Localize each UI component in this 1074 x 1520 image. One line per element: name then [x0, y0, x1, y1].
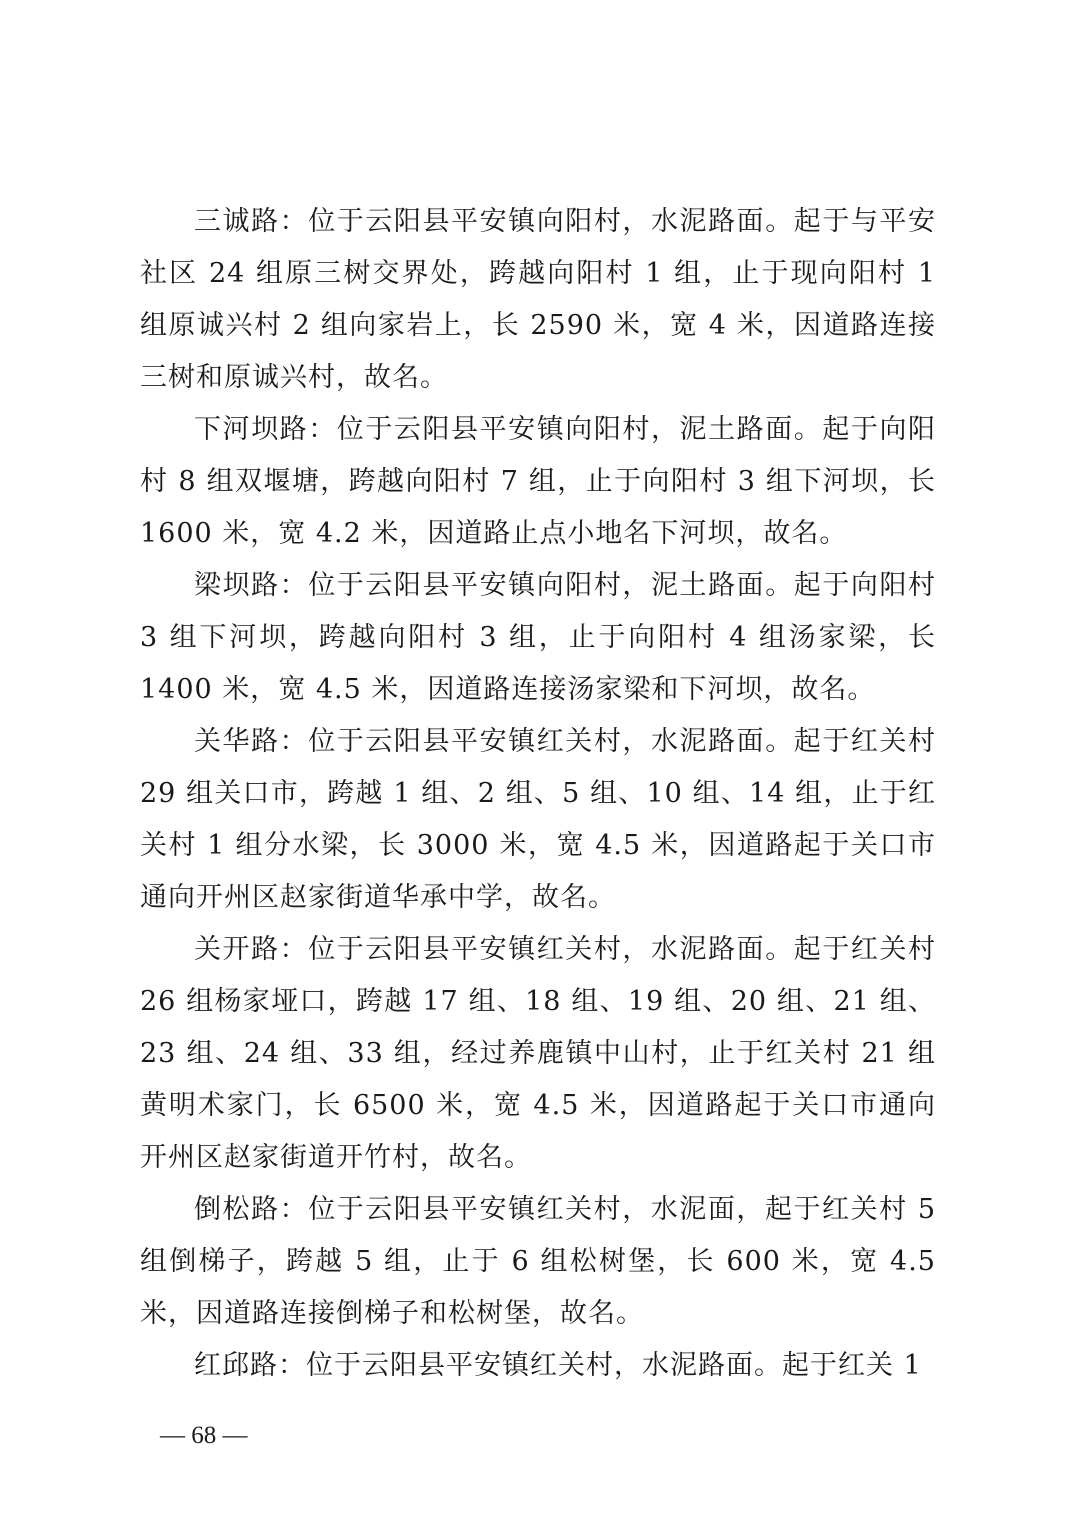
paragraph-daosong-road: 倒松路：位于云阳县平安镇红关村，水泥面，起于红关村 5 组倒梯子，跨越 5 组，止于 6 组松树堡，长 600 米，宽 4.5 米，因道路连接倒梯子和松树堡，故名。: [140, 1194, 936, 1329]
paragraph-hongqiu-road: 红邱路：位于云阳县平安镇红关村，水泥路面。起于红关 1: [194, 1350, 922, 1381]
page-number: — 68 —: [160, 1422, 248, 1449]
paragraph-sancheng-road: 三诚路：位于云阳县平安镇向阳村，水泥路面。起于与平安社区 24 组原三树交界处，跨越向阳村 1 组，止于现向阳村 1 组原诚兴村 2 组向家岩上，长 2590 米，宽 4 米，因道路连接三树和原诚兴村，故名。: [140, 206, 936, 393]
paragraph-xiaheba-road: 下河坝路：位于云阳县平安镇向阳村，泥土路面。起于向阳村 8 组双堰塘，跨越向阳村 7 组，止于向阳村 3 组下河坝，长 1600 米，宽 4.2 米，因道路止点小地名下河坝，故名。: [140, 414, 936, 549]
paragraph-guankai-road: 关开路：位于云阳县平安镇红关村，水泥路面。起于红关村 26 组杨家垭口，跨越 17 组、18 组、19 组、20 组、21 组、23 组、24 组、33 组，经过养鹿镇中山村，止于红关村 21 组黄明术家门，长 6500 米，宽 4.5 米，因道路起于关口市通向开州区赵家街道开竹村，故名。: [140, 934, 936, 1173]
body-text: [140, 196, 936, 1392]
paragraph-guanhua-road: 关华路：位于云阳县平安镇红关村，水泥路面。起于红关村 29 组关口市，跨越 1 组、2 组、5 组、10 组、14 组，止于红关村 1 组分水梁，长 3000 米，宽 4.5 米，因道路起于关口市通向开州区赵家街道华承中学，故名。: [140, 726, 936, 913]
paragraph-liangba-road: 梁坝路：位于云阳县平安镇向阳村，泥土路面。起于向阳村 3 组下河坝，跨越向阳村 3 组，止于向阳村 4 组汤家梁，长 1400 米，宽 4.5 米，因道路连接汤家梁和下河坝，故名。: [140, 570, 936, 705]
